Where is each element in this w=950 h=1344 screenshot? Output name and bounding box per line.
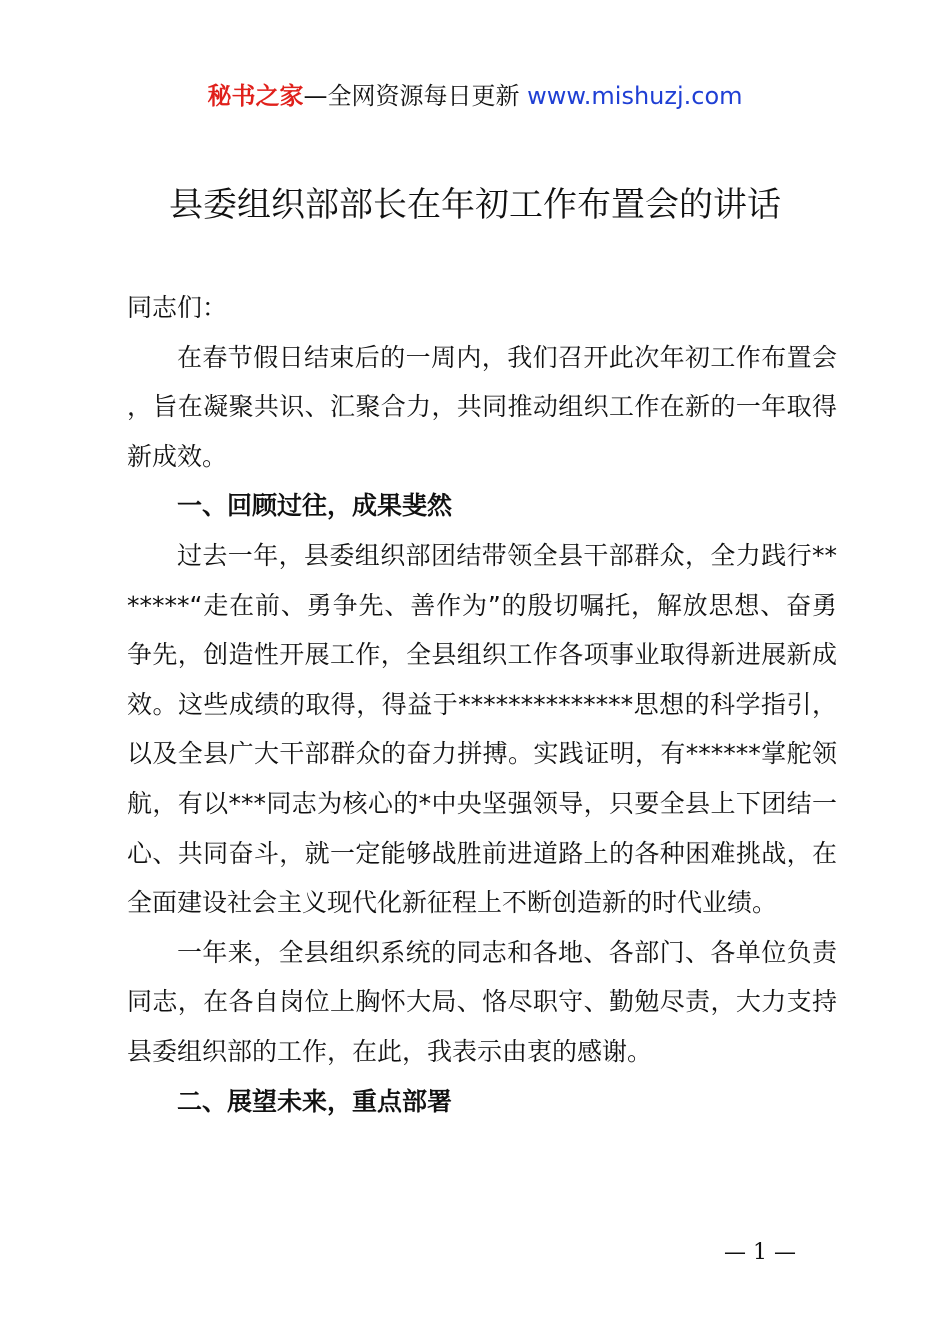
section-heading-outlook: 二、展望未来，重点部署	[177, 1086, 453, 1116]
document-body	[127, 283, 837, 1126]
paragraph-intro: 在春节假日结束后的一周内，我们召开此次年初工作布置会，旨在凝聚共识、汇聚合力，共同推动组织工作在新的一年取得新成效。	[127, 342, 837, 471]
salutation: 同志们：	[127, 293, 228, 322]
section-heading-review: 一、回顾过往，成果斐然	[177, 491, 453, 521]
page-number: — 1 —	[724, 1240, 796, 1265]
paragraph-thanks: 一年来，全县组织系统的同志和各地、各部门、各单位负责同志，在各自岗位上胸怀大局、恪尽职守、勤勉尽责，大力支持县委组织部的工作，在此，我表示由衷的感谢。	[127, 937, 837, 1066]
site-brand: 秘书之家	[207, 82, 304, 110]
site-url-link[interactable]: www.mishuzj.com	[527, 82, 743, 110]
document-title: 县委组织部部长在年初工作布置会的讲话	[169, 185, 781, 225]
site-tagline: —全网资源每日更新	[303, 82, 528, 110]
site-header	[0, 80, 950, 112]
paragraph-past-year: 过去一年，县委组织部团结带领全县干部群众，全力践行*******“走在前、勇争先、善作为”的殷切嘱托，解放思想、奋勇争先，创造性开展工作，全县组织工作各项事业取得新进展新成效。这些成绩的取得，得益于**************思想的科学指引，以及全县广大干部群众的奋力拼搏。实践证明，有******掌舵领航，有以***同志为核心的*中央坚强领导，只要全县上下团结一心、共同奋斗，就一定能够战胜前进道路上的各种困难挑战，在全面建设社会主义现代化新征程上不断创造新的时代业绩。	[127, 540, 837, 918]
